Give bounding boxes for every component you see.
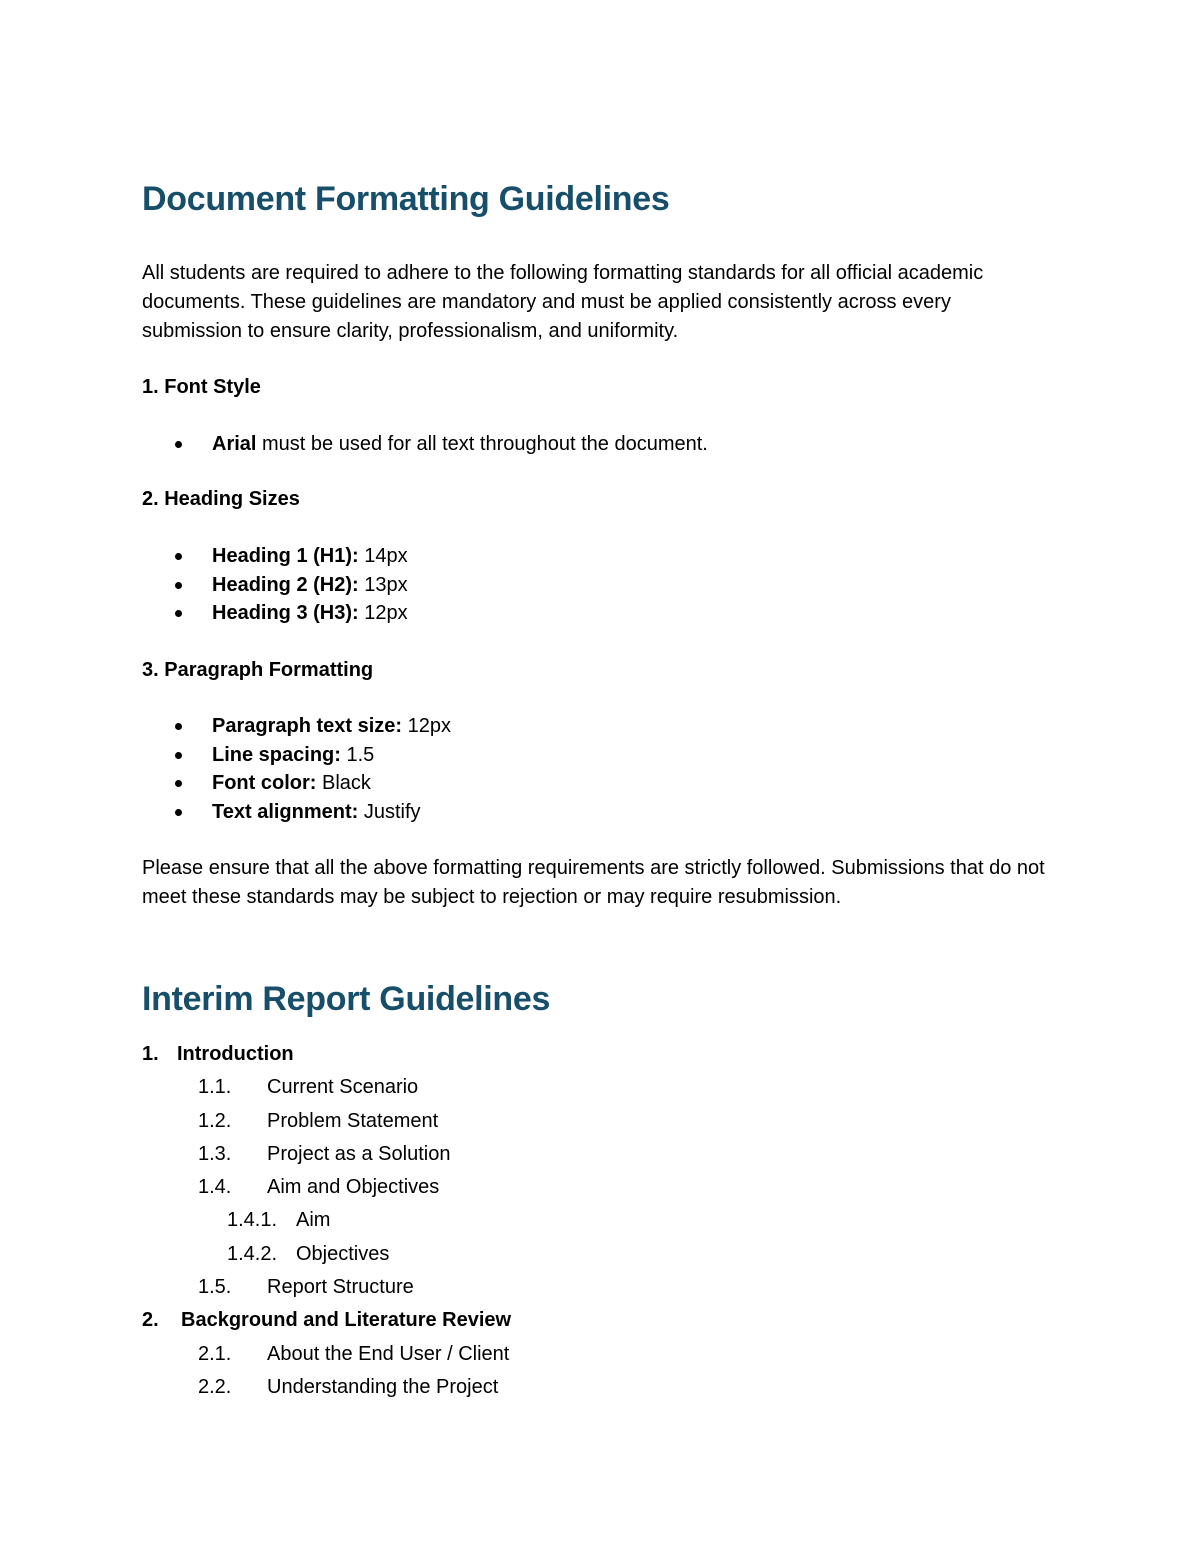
section-heading-font-style: 1. Font Style — [142, 376, 261, 398]
section-heading-heading-sizes: 2. Heading Sizes — [142, 488, 300, 510]
outline-item: 1.4.2. Objectives — [227, 1242, 390, 1265]
section-heading-paragraph-formatting: 3. Paragraph Formatting — [142, 659, 374, 681]
list-item: Font color: Black — [142, 769, 451, 798]
outline-item: 2. Background and Literature Review — [142, 1309, 512, 1332]
closing-paragraph: Please ensure that all the above formatting requirements are strictly followed. Submissions that do not meet these standards may be subject to rejection or may require resubmission. — [142, 857, 1045, 908]
interim-outline — [142, 1038, 511, 1404]
bullet-icon — [175, 752, 182, 759]
outline-item: 2.2. Understanding the Project — [198, 1375, 499, 1398]
bullet-icon — [175, 723, 182, 730]
outline-item: 1.4. Aim and Objectives — [198, 1176, 440, 1199]
bullet-icon — [175, 780, 182, 787]
list-item: Heading 3 (H3): 12px — [142, 599, 408, 628]
outline-item: 1.2. Problem Statement — [198, 1109, 439, 1132]
bullet-icon — [175, 610, 182, 617]
bullet-icon — [175, 582, 182, 589]
outline-item: 1.4.1. Aim — [227, 1209, 331, 1232]
font-style-list — [142, 430, 708, 459]
bullet-icon — [175, 441, 182, 448]
bullet-icon — [175, 553, 182, 560]
outline-item: 1.1. Current Scenario — [198, 1076, 419, 1099]
list-item: Line spacing: 1.5 — [142, 741, 451, 770]
list-item: Arial must be used for all text throughout the document. — [142, 430, 708, 459]
outline-item: 1.3. Project as a Solution — [198, 1142, 451, 1165]
list-item: Heading 1 (H1): 14px — [142, 542, 408, 571]
paragraph-formatting-list — [142, 712, 451, 826]
bullet-icon — [175, 809, 182, 816]
outline-item: 1. Introduction — [142, 1043, 294, 1065]
list-item: Text alignment: Justify — [142, 798, 451, 827]
outline-item: 2.1. About the End User / Client — [198, 1342, 510, 1365]
list-item: Heading 2 (H2): 13px — [142, 571, 408, 600]
heading-sizes-list — [142, 542, 408, 628]
interim-title: Interim Report Guidelines — [142, 980, 551, 1018]
page-title: Document Formatting Guidelines — [142, 180, 670, 218]
intro-paragraph: All students are required to adhere to the following formatting standards for all official academic documents. These guidelines are mandatory and must be applied consistently across every submission to ensure clarity, professionalism, and uniformity. — [142, 262, 984, 342]
outline-item: 1.5. Report Structure — [198, 1276, 414, 1299]
list-item: Paragraph text size: 12px — [142, 712, 451, 741]
